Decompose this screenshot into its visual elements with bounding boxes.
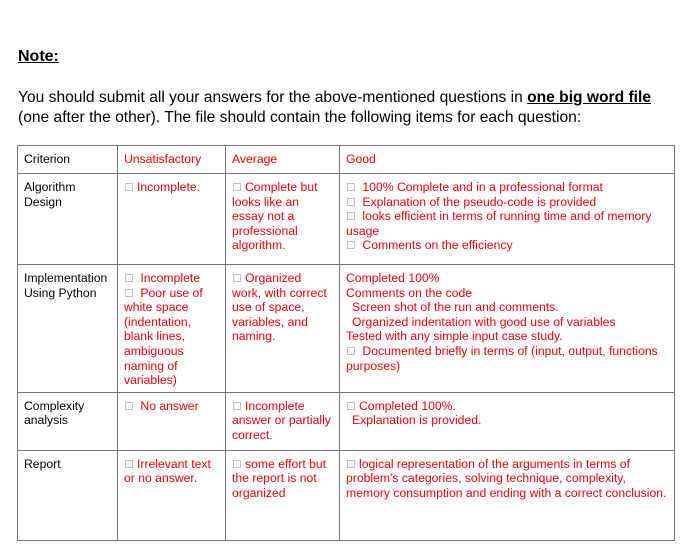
table-row: [18, 450, 675, 540]
intro-text-before: You should submit all your answers for the above-mentioned questions in: [18, 89, 528, 106]
unsatisfactory-cell: [118, 450, 226, 540]
header-good: Good: [340, 146, 675, 174]
table-row: [18, 392, 675, 450]
cell-text: Organized work, with correct use of space, variables, and naming.: [232, 271, 327, 344]
checkbox-icon: [347, 198, 355, 206]
table-row: [18, 174, 675, 265]
header-average: Average: [226, 146, 340, 174]
cell-text: Organized indentation with good use of variables: [352, 314, 616, 329]
unsatisfactory-cell: [118, 392, 226, 450]
checkbox-icon: [347, 241, 355, 249]
cell-text: Documented briefly in terms of (input, output, functions purposes): [346, 343, 658, 373]
criterion-cell: Report: [18, 450, 118, 540]
checkbox-icon: [125, 289, 133, 297]
good-cell: [340, 265, 675, 393]
cell-text: logical representation of the arguments in terms of problem's categories, solving technique, complexity, memory consumption and ending with a correct conclusion.: [346, 456, 667, 500]
unsatisfactory-cell: [118, 265, 226, 393]
table-row: [18, 265, 675, 393]
cell-text: Incomplete: [140, 271, 201, 285]
cell-text: Completed 100%.: [359, 398, 456, 413]
cell-text: some effort but the report is not organized: [232, 456, 327, 500]
checkbox-icon: [233, 274, 241, 282]
cell-text: Comments on the efficiency: [362, 238, 513, 253]
cell-text: Incomplete.: [137, 180, 201, 194]
intro-text-after: (one after the other). The file should contain the following items for each question:: [18, 109, 582, 126]
unsatisfactory-cell: [118, 174, 226, 265]
cell-text: 100% Complete and in a professional format: [362, 180, 603, 194]
cell-text: Comments on the code: [346, 285, 473, 300]
cell-text: Irrelevant text or no answer.: [124, 456, 211, 486]
checkbox-icon: [125, 402, 133, 410]
checkbox-icon: [233, 402, 241, 410]
good-cell: [340, 450, 675, 540]
checkbox-icon: [125, 460, 133, 468]
rubric-table: [17, 145, 675, 541]
average-cell: [226, 265, 340, 393]
cell-text: Complete but looks like an essay not a professional algorithm.: [232, 180, 318, 253]
checkbox-icon: [125, 183, 133, 191]
intro-emphasis: one big word file: [527, 89, 652, 106]
checkbox-icon: [347, 212, 355, 220]
cell-text: No answer: [140, 398, 199, 413]
note-heading: Note:: [18, 48, 59, 65]
cell-text: Incomplete answer or partially correct.: [232, 398, 331, 442]
cell-text: Explanation is provided.: [352, 413, 482, 428]
average-cell: [226, 392, 340, 450]
checkbox-icon: [233, 183, 241, 191]
cell-text: Poor use of white space (indentation, blank lines, ambiguous naming of variables): [124, 285, 203, 388]
cell-text: Screen shot of the run and comments.: [352, 300, 559, 315]
table-header-row: [18, 146, 675, 174]
cell-text: Explanation of the pseudo-code is provided: [362, 194, 597, 209]
header-criterion: Criterion: [18, 146, 118, 174]
header-unsatisfactory: Unsatisfactory: [118, 146, 226, 174]
checkbox-icon: [347, 347, 355, 355]
intro-paragraph: [18, 88, 686, 128]
cell-text: looks efficient in terms of running time and of memory usage: [346, 209, 652, 238]
criterion-cell: Complexity analysis: [18, 392, 118, 450]
criterion-cell: Algorithm Design: [18, 174, 118, 265]
average-cell: [226, 174, 340, 265]
average-cell: [226, 450, 340, 540]
checkbox-icon: [347, 402, 355, 410]
checkbox-icon: [233, 460, 241, 468]
good-cell: [340, 174, 675, 265]
checkbox-icon: [347, 460, 355, 468]
cell-text: Completed 100%: [346, 271, 440, 285]
criterion-cell: Implementation Using Python: [18, 265, 118, 393]
good-cell: [340, 392, 675, 450]
checkbox-icon: [125, 274, 133, 282]
checkbox-icon: [347, 183, 355, 191]
cell-text: Tested with any simple input case study.: [346, 329, 563, 344]
